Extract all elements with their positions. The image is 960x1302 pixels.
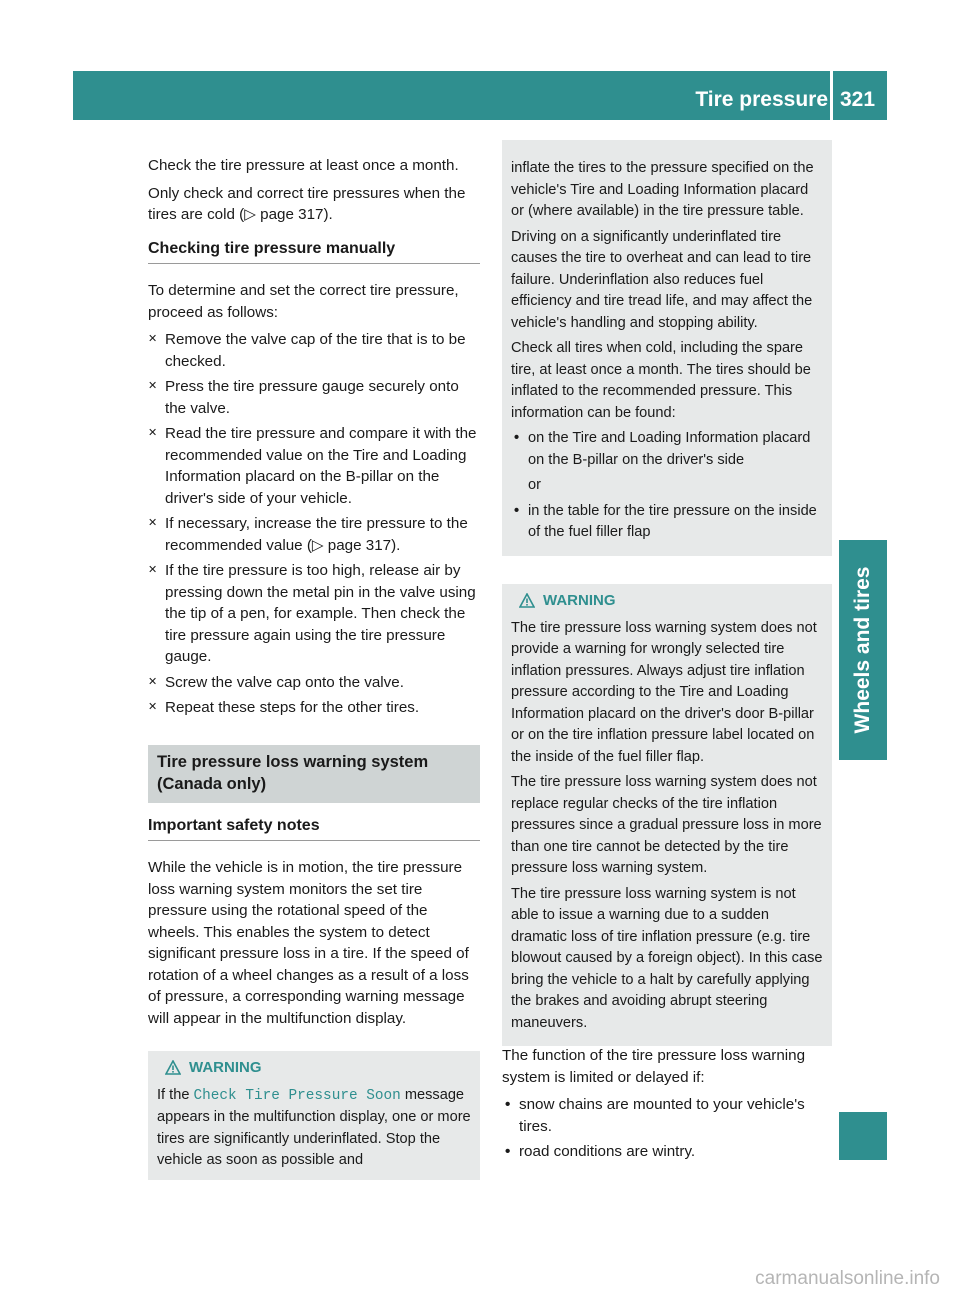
step-item: ✕ Read the tire pressure and compare it with the recommended value on the Tire and Loading Information placard on the B-pillar on the driver's side of your vehicle. bbox=[148, 423, 480, 509]
page-title: Tire pressure bbox=[695, 88, 828, 111]
warning-box bbox=[148, 1051, 480, 1180]
body-paragraph: inflate the tires to the pressure specified on the vehicle's Tire and Loading Information placard or (where available) in the tire pressure table. bbox=[511, 160, 814, 219]
warning-label: WARNING bbox=[189, 1059, 262, 1076]
steps-intro: To determine and set the correct tire pressure, proceed as follows: bbox=[148, 282, 459, 321]
list-item: • in the table for the tire pressure on the inside of the fuel filler flap bbox=[511, 501, 823, 544]
list-item: • on the Tire and Loading Information placard on the B-pillar on the driver's side bbox=[511, 428, 823, 471]
body-paragraph: Check all tires when cold, including the spare tire, at least once a month. The tires should be inflated to the recommended pressure. This information can be found: bbox=[511, 340, 811, 421]
step-item: ✕ Repeat these steps for the other tires. bbox=[148, 697, 480, 719]
warning-text: The tire pressure loss warning system does not provide a warning for wrongly selected tire inflation pressures. Always adjust tire inflation pressure according to the Tire and Loading Information placard on the driver's door B-pillar or on the tire inflation pressure label located on the inside of the fuel filler flap. bbox=[511, 619, 817, 765]
chapter-marker bbox=[839, 1112, 887, 1160]
intro-text: Only check and correct tire pressures when the tires are cold (▷ page 317). bbox=[148, 184, 466, 223]
warning-label: WARNING bbox=[543, 592, 616, 609]
warning-text: The tire pressure loss warning system does not replace regular checks of the tire inflation pressures since a gradual pressure loss in more than one tire cannot be detected by the tire pressure loss warning system. bbox=[511, 774, 822, 876]
step-item: ✕ Press the tire pressure gauge securely onto the valve. bbox=[148, 376, 480, 419]
chapter-tab-label: Wheels and tires bbox=[851, 566, 874, 734]
warning-header bbox=[165, 1057, 471, 1079]
header-divider bbox=[830, 71, 833, 120]
warning-text-post: message appears in the multifunction display, one or more tires are significantly underinflated. Stop the vehicle as soon as possible and bbox=[157, 1086, 471, 1168]
subheading: Checking tire pressure manually bbox=[148, 238, 480, 265]
section-heading: Tire pressure loss warning system (Canada only) bbox=[148, 745, 480, 803]
list-item: • road conditions are wintry. bbox=[502, 1141, 832, 1163]
warning-text bbox=[157, 1085, 471, 1172]
warning-box bbox=[502, 584, 832, 1046]
list-item: • snow chains are mounted to your vehicle's tires. bbox=[502, 1094, 832, 1137]
display-message: Check Tire Pressure Soon bbox=[193, 1087, 401, 1104]
warning-triangle-icon bbox=[519, 593, 535, 609]
left-column bbox=[148, 155, 480, 1035]
intro-text: Check the tire pressure at least once a month. bbox=[148, 157, 459, 174]
body-paragraph: Driving on a significantly underinflated tire causes the tire to overheat and can lead to tire failure. Underinflation also reduces fuel efficiency and tire tread life, and may affect the vehicle's handling and stopping ability. bbox=[511, 228, 813, 331]
warning-text: The tire pressure loss warning system is not able to issue a warning due to a sudden dramatic loss of tire inflation pressure (e.g. tire blowout caused by a foreign object). In this case bring the vehicle to a halt by carefully applying the brakes and avoiding abrupt steering maneuvers. bbox=[511, 885, 823, 1031]
body-paragraph: While the vehicle is in motion, the tire pressure loss warning system monitors the set tire pressure using the rotational speed of the wheels. This enables the system to detect significant pressure loss in a tire. If the speed of rotation of a wheel changes as a result of a loss of pressure, a corresponding warning message will appear in the multifunction display. bbox=[148, 859, 469, 1027]
warning-continuation-box bbox=[502, 140, 832, 556]
step-item: ✕ Remove the valve cap of the tire that is to be checked. bbox=[148, 329, 480, 372]
warning-header bbox=[519, 590, 823, 612]
warning-triangle-icon bbox=[165, 1060, 181, 1076]
right-column-footer bbox=[502, 1045, 832, 1167]
step-item: ✕ If necessary, increase the tire pressure to the recommended value (▷ page 317). bbox=[148, 513, 480, 556]
step-item: ✕ Screw the valve cap onto the valve. bbox=[148, 672, 480, 694]
warning-text-pre: If the bbox=[157, 1086, 194, 1103]
watermark: carmanualsonline.info bbox=[755, 1268, 940, 1289]
body-paragraph: The function of the tire pressure loss warning system is limited or delayed if: bbox=[502, 1047, 806, 1086]
or-text: or bbox=[528, 477, 541, 493]
subheading: Important safety notes bbox=[148, 815, 480, 842]
page-number: 321 bbox=[840, 88, 876, 111]
step-item: ✕ If the tire pressure is too high, release air by pressing down the metal pin in the valve using the tip of a pen, for example. Then check the tire pressure again using the tire pressure gauge. bbox=[148, 560, 480, 668]
